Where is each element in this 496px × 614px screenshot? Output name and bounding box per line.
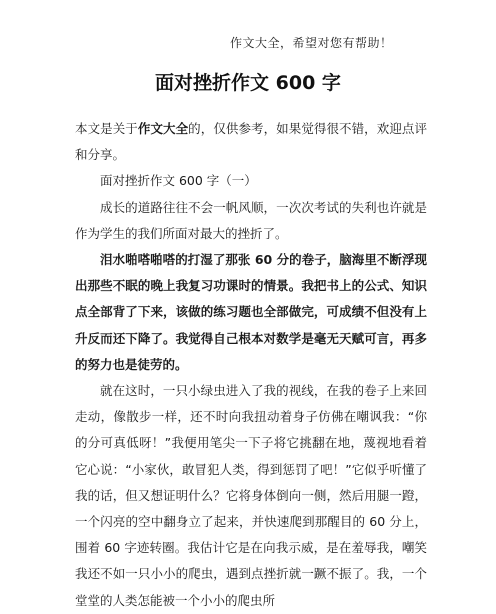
header-note: 作文大全，希望对您有帮助！ — [230, 36, 393, 50]
intro-paragraph — [75, 116, 427, 168]
document-body — [75, 116, 427, 614]
intro-bold-topic: 作文大全 — [137, 121, 189, 136]
paragraph-3: 就在这时，一只小绿虫进入了我的视线，在我的卷子上来回走动，像散步一样，还不时向我扭动着身子仿佛在嘲讽我：“你的分可真低呀！”我便用笔尖一下子将它挑翻在地，蔑视地看着它心说：“小家伙，敢冒犯人类，得到惩罚了吧！”它似乎听懂了我的话，但又想证明什么？它将身体倒向一侧，然后用腿一蹬，一个闪亮的空中翻身立了起来，并快速爬到那醒目的 60 分上，围着 60 字迹转圈。我估计它是在向我示威，是在羞辱我，嘲笑我还不如一只小小的爬虫，遇到点挫折就一蹶不振了。我，一个堂堂的人类怎能被一个小小的爬虫所 — [75, 383, 427, 608]
paragraph-1: 成长的道路往往不会一帆风顺，一次次考试的失利也许就是作为学生的我们所面对最大的挫折了。 — [75, 199, 427, 241]
document-title: 面对挫折作文 600 字 — [155, 72, 341, 94]
intro-prefix: 本文是关于 — [75, 121, 138, 136]
paragraph-2: 泪水啪嗒啪嗒的打湿了那张 60 分的卷子，脑海里不断浮现出那些不眠的晚上我复习功课时的情景。我把书上的公式、知识点全部背了下来，该做的练习题也全部做完，可成绩不但没有上升反而还下降了。我觉得自己根本对数学是毫无天赋可言，再多的努力也是徒劳的。 — [75, 252, 427, 372]
section-heading: 面对挫折作文 600 字（一） — [100, 173, 257, 189]
intro-suffix: 的，仅供参考，如果觉得很不错，欢迎点评和分享。 — [75, 121, 427, 163]
